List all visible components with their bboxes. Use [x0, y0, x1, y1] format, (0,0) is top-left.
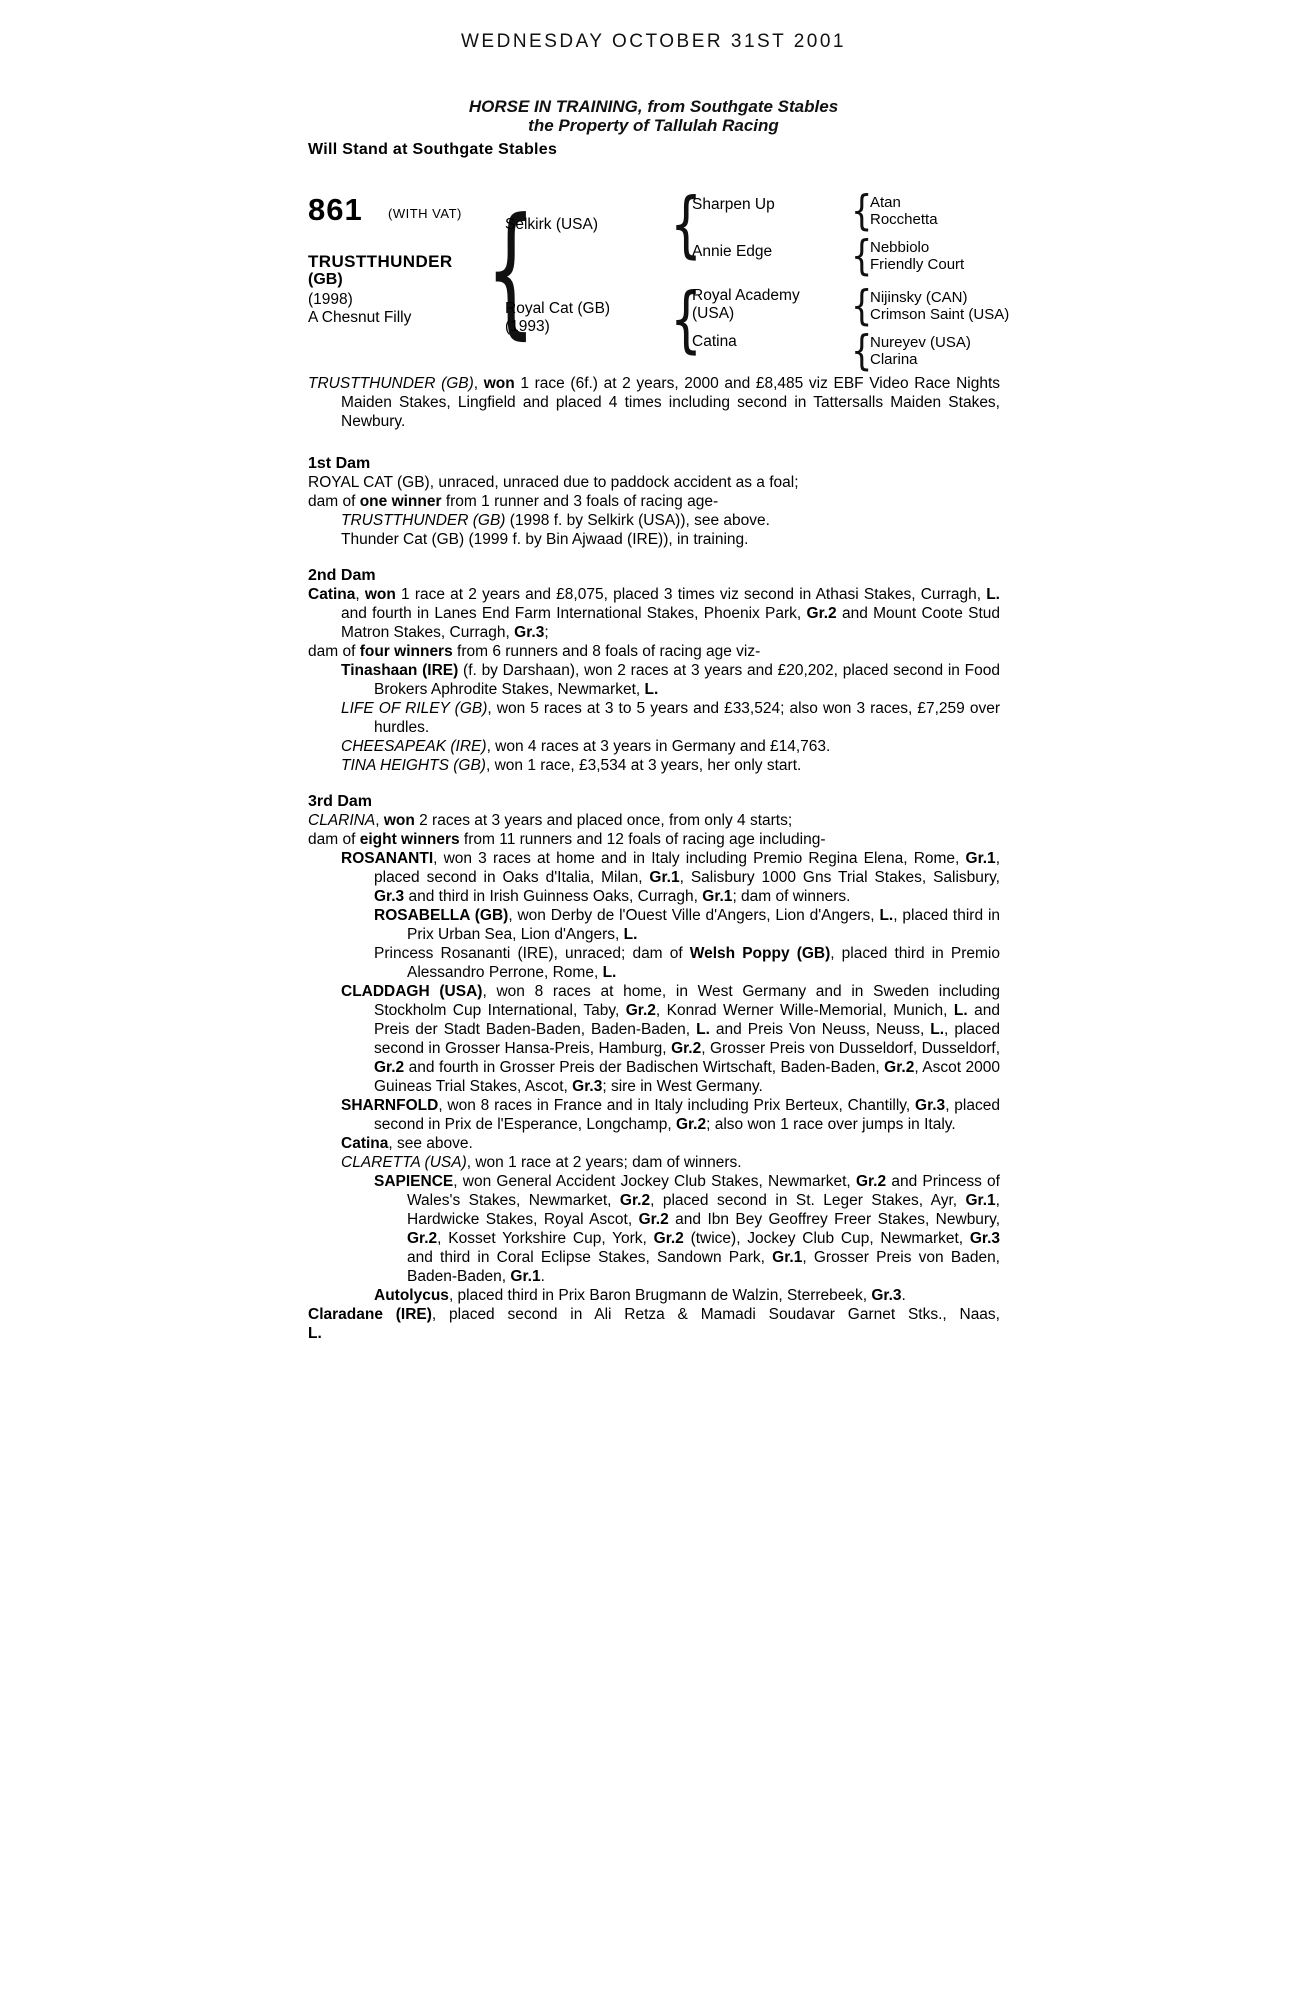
- horse-name: TRUSTTHUNDER: [308, 252, 453, 271]
- great-grandsire-name: Nebbiolo: [870, 239, 930, 256]
- great-granddam-name: Rocchetta: [870, 211, 938, 228]
- dam-sire-name: Royal Academy (USA): [692, 287, 800, 322]
- text-paragraph: dam of eight winners from 11 runners and 12 foals of racing age including-: [308, 831, 826, 848]
- text-paragraph: ROSANANTI, won 3 races at home and in Italy including Premio Regina Elena, Rome, Gr.1, placed second in Oaks d'Italia, Milan, Gr.1, Salisbury 1000 Gns Trial Stakes, Salisbury, Gr.3 and third in Irish Guinness Oaks, Curragh, Gr.1; dam of winners.: [341, 850, 1000, 905]
- dam-foaling-year: (1993): [505, 318, 550, 335]
- dam-section-paragraphs: [308, 585, 1000, 775]
- text-paragraph: LIFE OF RILEY (GB), won 5 races at 3 to 5 years and £33,524; also won 3 races, £7,259 over hurdles.: [341, 700, 1000, 736]
- horse-country-suffix: (GB): [308, 271, 343, 288]
- text-paragraph: SHARNFOLD, won 8 races in France and in Italy including Prix Berteux, Chantilly, Gr.3, placed second in Prix de l'Esperance, Longchamp, Gr.2; also won 1 race over jumps in Italy.: [341, 1097, 1000, 1133]
- great-granddam-name: Clarina: [870, 351, 918, 368]
- dam-section-paragraphs: [308, 473, 1000, 549]
- text-paragraph: Autolycus, placed third in Prix Baron Brugmann de Walzin, Sterrebeek, Gr.3.: [374, 1287, 906, 1304]
- text-paragraph: dam of four winners from 6 runners and 8 foals of racing age viz-: [308, 643, 761, 660]
- sire-sire-parents: [870, 194, 938, 228]
- sire-dam-name: Annie Edge: [692, 243, 773, 260]
- dam-section-heading: 1st Dam: [308, 455, 371, 472]
- great-grandsire-name: Atan: [870, 194, 901, 211]
- consignment-header: [0, 97, 1307, 135]
- text-paragraph: CLADDAGH (USA), won 8 races at home, in West Germany and in Sweden including Stockholm Cup International, Taby, Gr.2, Konrad Werner Wille-Memorial, Munich, L. and Preis der Stadt Baden-Baden, Baden-Baden, L. and Preis Von Neuss, Neuss, L., placed second in Grosser Hansa-Preis, Hamburg, Gr.2, Grosser Preis von Dusseldorf, Dusseldorf, Gr.2 and fourth in Grosser Preis der Badischen Wirtschaft, Baden-Baden, Gr.2, Ascot 2000 Guineas Trial Stakes, Ascot, Gr.3; sire in West Germany.: [341, 983, 1001, 1095]
- text-paragraph: TINA HEIGHTS (GB), won 1 race, £3,534 at 3 years, her only start.: [341, 757, 802, 774]
- horse-description: A Chesnut Filly: [308, 309, 412, 326]
- text-paragraph: Catina, won 1 race at 2 years and £8,075, placed 3 times viz second in Athasi Stakes, Curragh, L. and fourth in Lanes End Farm International Stakes, Phoenix Park, Gr.2 and Mount Coote Stud Matron Stakes, Curragh, Gr.3;: [308, 586, 1000, 641]
- text-paragraph: dam of one winner from 1 runner and 3 foals of racing age-: [308, 493, 719, 510]
- text-paragraph: Princess Rosananti (IRE), unraced; dam of Welsh Poppy (GB), placed third in Premio Alessandro Perrone, Rome, L.: [374, 945, 1000, 981]
- dam-name-text: Royal Cat (GB): [505, 300, 611, 317]
- text-paragraph: ROSABELLA (GB), won Derby de l'Ouest Ville d'Angers, Lion d'Angers, L., placed third in Prix Urban Sea, Lion d'Angers, L.: [374, 907, 1001, 943]
- text-paragraph: CLARINA, won 2 races at 3 years and placed once, from only 4 starts;: [308, 812, 793, 829]
- text-paragraph: ROYAL CAT (GB), unraced, unraced due to paddock accident as a foal;: [308, 474, 799, 491]
- text-paragraph: SAPIENCE, won General Accident Jockey Club Stakes, Newmarket, Gr.2 and Princess of Wales's Stakes, Newmarket, Gr.2, placed second in St. Leger Stakes, Ayr, Gr.1, Hardwicke Stakes, Royal Ascot, Gr.2 and Ibn Bey Geoffrey Freer Stakes, Newbury, Gr.2, Kosset Yorkshire Cup, York, Gr.2 (twice), Jockey Club Cup, Newmarket, Gr.3 and third in Coral Eclipse Stakes, Sandown Park, Gr.1, Grosser Preis von Baden, Baden-Baden, Gr.1.: [374, 1173, 1001, 1285]
- stand-note: Will Stand at Southgate Stables: [308, 141, 558, 158]
- horse-foaling-year: (1998): [308, 291, 353, 308]
- text-paragraph: TRUSTTHUNDER (GB) (1998 f. by Selkirk (USA)), see above.: [341, 512, 770, 529]
- dam-name: [505, 300, 610, 336]
- race-record: [308, 374, 1000, 431]
- section-3rd-dam: [308, 792, 1000, 1343]
- dam-section-heading: 2nd Dam: [308, 567, 376, 584]
- sire-sire-name: Sharpen Up: [692, 196, 775, 213]
- text-paragraph: Catina, see above.: [341, 1135, 473, 1152]
- dam-dam-parents: [870, 334, 971, 368]
- great-grandsire-name: Nureyev (USA): [870, 334, 971, 351]
- dam-dam-name: Catina: [692, 333, 737, 350]
- dam-section-paragraphs: [308, 811, 1000, 1343]
- text-paragraph: Tinashaan (IRE) (f. by Darshaan), won 2 races at 3 years and £20,202, placed second in Food Brokers Aphrodite Stakes, Newmarket, L.: [341, 662, 1000, 698]
- consignment-line-2: the Property of Tallulah Racing: [528, 116, 779, 135]
- great-granddam-name: Friendly Court: [870, 256, 965, 273]
- lot-number: 861: [308, 192, 363, 227]
- date-header: WEDNESDAY OCTOBER 31ST 2001: [461, 31, 846, 52]
- consignment-line-1: HORSE IN TRAINING, from Southgate Stables: [468, 97, 839, 116]
- sire-name: Selkirk (USA): [505, 216, 599, 233]
- great-granddam-name: Crimson Saint (USA): [870, 306, 1010, 323]
- sire-dam-parents: [870, 239, 964, 273]
- dam-section-heading: 3rd Dam: [308, 793, 373, 810]
- great-grandsire-name: Nijinsky (CAN): [870, 289, 968, 306]
- section-2nd-dam: [308, 566, 1000, 775]
- pedigree-text-body: [308, 374, 1000, 1343]
- vat-note: (WITH VAT): [388, 206, 462, 221]
- text-paragraph: Thunder Cat (GB) (1999 f. by Bin Ajwaad (IRE)), in training.: [341, 531, 749, 548]
- text-paragraph: TRUSTTHUNDER (GB), won 1 race (6f.) at 2 years, 2000 and £8,485 viz EBF Video Race Nights Maiden Stakes, Lingfield and placed 4 times including second in Tattersalls Maiden Stakes, Newbury.: [308, 375, 1000, 430]
- section-1st-dam: [308, 454, 1000, 549]
- text-paragraph: CLARETTA (USA), won 1 race at 2 years; dam of winners.: [341, 1154, 742, 1171]
- dam-sire-parents: [870, 289, 1009, 323]
- text-paragraph: CHEESAPEAK (IRE), won 4 races at 3 years in Germany and £14,763.: [341, 738, 831, 755]
- text-paragraph: Claradane (IRE), placed second in Ali Retza & Mamadi Soudavar Garnet Stks., Naas, L.: [308, 1306, 1000, 1342]
